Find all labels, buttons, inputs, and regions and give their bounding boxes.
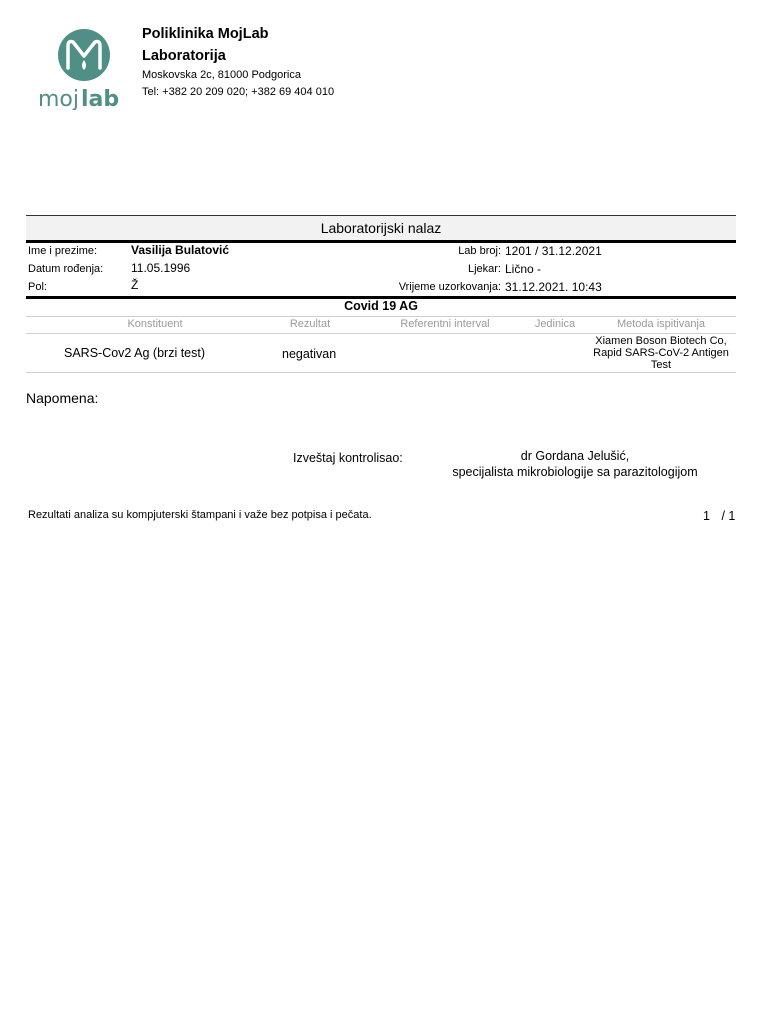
col-unit: Jedinica [534,318,576,330]
patient-name: Vasilija Bulatović [131,243,230,257]
col-method: Metoda ispitivanja [616,318,706,330]
doctor-label: Ljekar: [467,263,501,275]
svg-text:moj: moj [38,87,80,110]
svg-text:lab: lab [81,87,120,110]
result-method [576,335,746,371]
clinic-phone: Tel: +382 20 209 020; +382 69 404 010 [142,86,335,98]
lab-no-label: Lab broj: [458,245,501,257]
lab-name: Laboratorija [142,48,226,64]
sampling-time: 31.12.2021. 10:43 [505,280,602,294]
referring-doctor: Lično - [505,262,542,276]
logo-icon [32,28,136,110]
sex-label: Pol: [28,281,47,293]
report-title: Laboratorijski nalaz [320,220,442,236]
row-rule [26,372,736,373]
signing-doctor [420,448,730,480]
clinic-name: Poliklinika MojLab [142,26,269,42]
section-title: Covid 19 AG [344,299,418,313]
header-rule [26,333,736,334]
col-result: Rezultat [289,318,331,330]
patient-sex: Ž [131,278,139,292]
controlled-by-label: Izveštaj kontrolisao: [293,451,403,465]
doctor-name: dr Gordana Jelušić, [520,449,630,463]
footer-note: Rezultati analiza su kompjuterski štampani i važe bez potpisa i pečata. [28,509,372,521]
method-line-1: Xiamen Boson Biotech Co, [595,335,727,347]
dob-label: Datum rođenja: [28,263,104,275]
page-indicator [703,509,735,523]
col-constituent: Konstituent [127,318,183,330]
mojlab-logo [32,28,136,110]
section-rule [26,316,736,317]
result-value: negativan [282,347,337,361]
clinic-address: Moskovska 2c, 81000 Podgorica [142,69,301,81]
name-label: Ime i prezime: [28,245,98,257]
result-constituent: SARS-Cov2 Ag (brzi test) [64,346,206,360]
page-current: 1 [703,509,710,523]
col-reference: Referentni interval [400,318,490,330]
page-total: / 1 [721,509,736,523]
method-line-3: Test [650,359,672,371]
doctor-title: specijalista mikrobiologije sa parazitologijom [452,465,698,479]
sampling-label: Vrijeme uzorkovanja: [398,281,501,293]
method-line-2: Rapid SARS-CoV-2 Antigen [593,347,729,359]
report-title-bar [26,215,736,243]
patient-dob: 11.05.1996 [131,261,191,275]
note-label: Napomena: [26,390,99,406]
lab-number: 1201 / 31.12.2021 [505,244,602,258]
